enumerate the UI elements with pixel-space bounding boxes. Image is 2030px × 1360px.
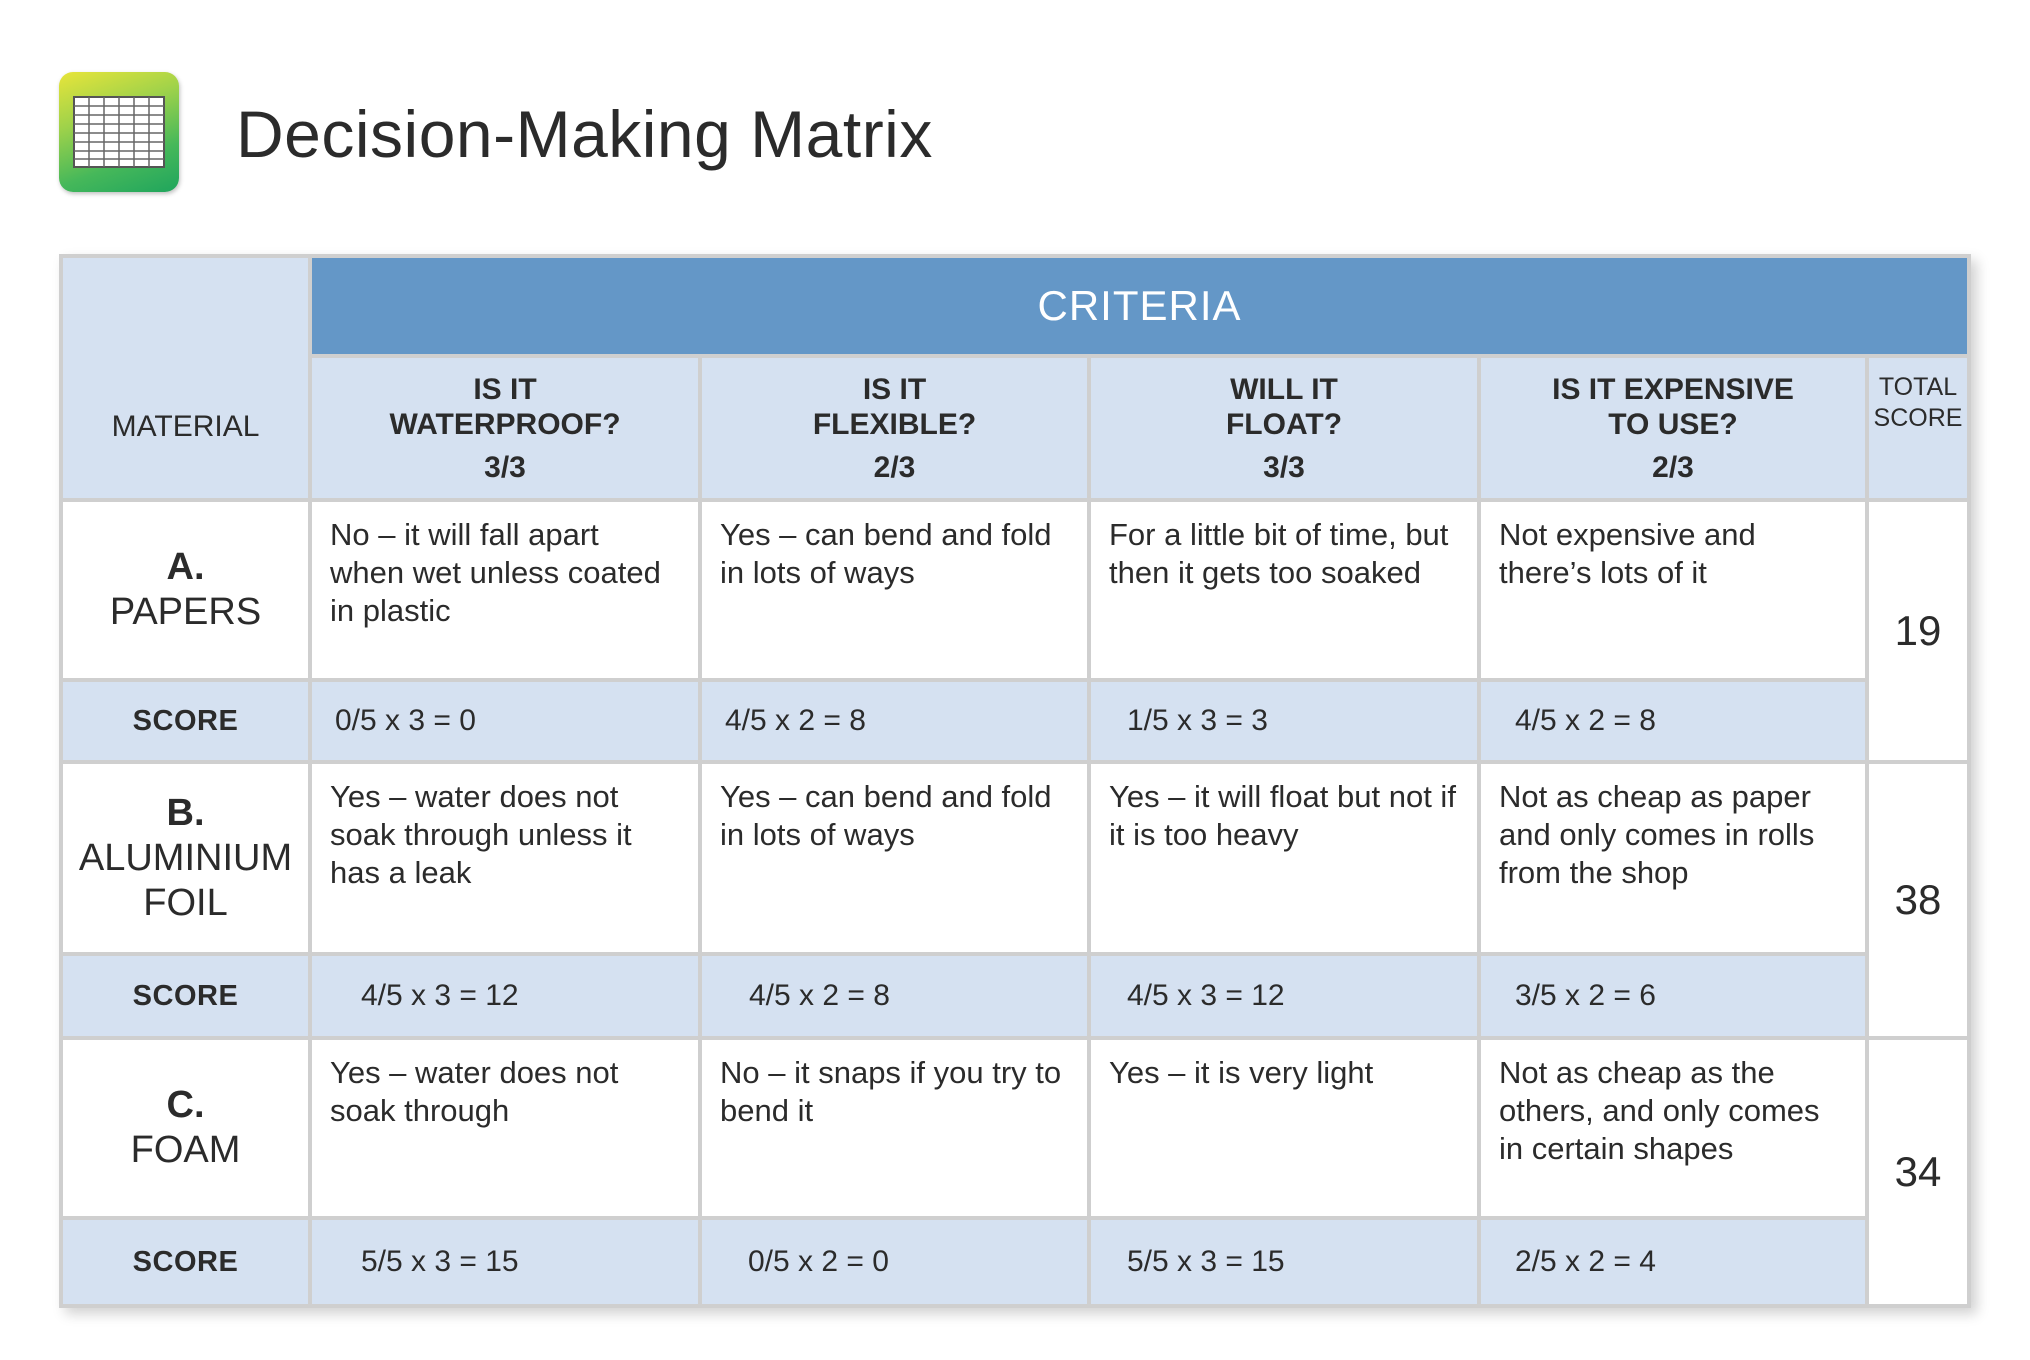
material-name-line2: FOIL (143, 881, 228, 924)
criterion-line2: TO USE? (1608, 407, 1738, 441)
description-cell: Yes – it will float but not if it is too heavy (1091, 764, 1477, 952)
criterion-weight: 3/3 (1263, 450, 1305, 484)
criterion-line2: FLOAT? (1225, 407, 1343, 441)
description-cell: Yes – can bend and fold in lots of ways (702, 764, 1087, 952)
criteria-banner (312, 258, 1967, 354)
criterion-header-float (1091, 358, 1477, 498)
criterion-header-waterproof (312, 358, 698, 498)
description-cell: For a little bit of time, but then it gets too soaked (1091, 502, 1477, 678)
description-cell: Not expensive and there’s lots of it (1481, 502, 1865, 678)
total-score-b: 38 (1869, 764, 1967, 1036)
score-cell: 4/5 x 2 = 8 (702, 682, 1087, 760)
material-name-c (63, 1040, 308, 1216)
score-label: SCORE (63, 682, 308, 760)
score-cell: 2/5 x 2 = 4 (1481, 1220, 1865, 1304)
criterion-line1: IS IT (473, 372, 537, 406)
page-title: Decision-Making Matrix (236, 97, 933, 171)
description-cell: Yes – water does not soak through unless it has a leak (312, 764, 698, 952)
criterion-line2: FLEXIBLE? (812, 407, 977, 441)
score-cell: 3/5 x 2 = 6 (1481, 956, 1865, 1036)
score-cell: 4/5 x 3 = 12 (1091, 956, 1477, 1036)
total-score-c: 34 (1869, 1040, 1967, 1304)
criteria-label: CRITERIA (1037, 282, 1242, 329)
description-cell: Not as cheap as the others, and only comes in certain shapes (1481, 1040, 1865, 1216)
material-header-label: MATERIAL (111, 410, 260, 443)
material-letter: C. (166, 1084, 205, 1126)
criterion-weight: 2/3 (873, 450, 916, 484)
score-cell: 4/5 x 3 = 12 (312, 956, 698, 1036)
description-cell: No – it snaps if you try to bend it (702, 1040, 1087, 1216)
material-letter: B. (166, 791, 205, 834)
description-cell: Yes – water does not soak through (312, 1040, 698, 1216)
criterion-line2: WATERPROOF? (389, 407, 621, 441)
score-cell: 4/5 x 2 = 8 (1481, 682, 1865, 760)
description-cell: No – it will fall apart when wet unless coated in plastic (312, 502, 698, 678)
material-letter: A. (166, 546, 205, 588)
material-name-a (63, 502, 308, 678)
score-label: SCORE (63, 1220, 308, 1304)
material-name-line1: ALUMINIUM (78, 836, 293, 879)
criterion-line1: IS IT (862, 372, 927, 406)
score-label: SCORE (63, 956, 308, 1036)
score-cell: 4/5 x 2 = 8 (702, 956, 1087, 1036)
total-header-line1: TOTAL (1878, 373, 1958, 401)
material-column-header (63, 258, 308, 498)
total-header-line2: SCORE (1873, 404, 1963, 432)
score-cell: 5/5 x 3 = 15 (312, 1220, 698, 1304)
score-cell: 1/5 x 3 = 3 (1091, 682, 1477, 760)
material-name-line1: FOAM (130, 1129, 241, 1171)
description-cell: Yes – it is very light (1091, 1040, 1477, 1216)
description-cell: Yes – can bend and fold in lots of ways (702, 502, 1087, 678)
material-name-b (63, 764, 308, 952)
criterion-header-flexible (702, 358, 1087, 498)
score-cell: 5/5 x 3 = 15 (1091, 1220, 1477, 1304)
criterion-weight: 3/3 (484, 450, 526, 484)
description-cell: Not as cheap as paper and only comes in rolls from the shop (1481, 764, 1865, 952)
total-score-header (1869, 358, 1967, 498)
decision-matrix-table (59, 254, 1971, 1308)
score-cell: 0/5 x 2 = 0 (702, 1220, 1087, 1304)
criterion-line1: IS IT EXPENSIVE (1552, 372, 1794, 406)
spreadsheet-grid-icon (59, 72, 179, 192)
criterion-header-expense (1481, 358, 1865, 498)
criterion-line1: WILL IT (1230, 372, 1338, 406)
material-name-line1: PAPERS (109, 591, 262, 633)
score-cell: 0/5 x 3 = 0 (312, 682, 698, 760)
criterion-weight: 2/3 (1652, 450, 1694, 484)
total-score-a: 19 (1869, 502, 1967, 760)
